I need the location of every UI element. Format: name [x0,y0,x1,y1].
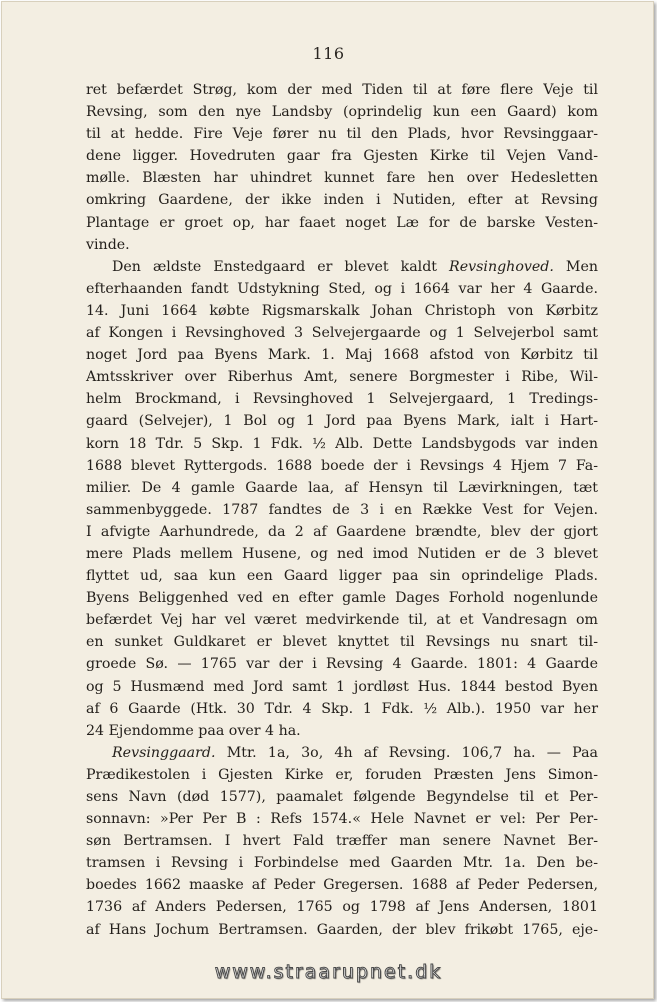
text-line [86,189,598,211]
text-segment: og 5 Husmænd med Jord samt 1 jordløst Hus. 1844 bestod Byen [86,678,598,695]
text-line [86,234,598,256]
text-segment: af 6 Gaarde (Htk. 30 Tdr. 4 Skp. 1 Fdk. ½ Alb.). 1950 var her [86,700,598,717]
text-line [86,167,598,189]
text-line [86,830,598,852]
text-segment: søn Bertramsen. I hvert Fald træffer man senere Navnet Ber- [86,833,598,850]
text-segment: ret befærdet Strøg, kom der med Tiden til at føre flere Veje til [86,82,598,98]
text-line [86,631,598,653]
text-segment: gaard (Selvejer), 1 Bol og 1 Jord paa Byens Mark, ialt i Hart- [86,413,598,430]
text-line [86,698,598,720]
text-segment: 1688 blevet Ryttergods. 1688 boede der i Revsings 4 Hjem 7 Fa- [86,457,598,474]
text-line [86,344,598,366]
text-line [86,565,598,587]
text-segment: Mtr. 1a, 3o, 4h af Revsing. 106,7 ha. — Paa [215,744,598,761]
text-segment: dene ligger. Hovedruten gaar fra Gjesten Kirke til Vejen Vand- [86,148,598,165]
text-line [86,212,598,234]
text-line [86,145,598,167]
text-segment: milier. De 4 gamle Gaarde laa, af Hensyn til Lævirkningen, tæt [86,479,598,496]
text-segment: korn 18 Tdr. 5 Skp. 1 Fdk. ½ Alb. Dette Landsbygods var inden [86,435,598,452]
text-segment: Plantage er groet op, har faaet noget Læ for de barske Vesten- [86,214,598,231]
text-segment: sonnavn: »Per Per B : Refs 1574.« Hele Navnet er vel: Per Per- [86,811,598,828]
text-segment: flyttet ud, saa kun een Gaard ligger paa sin oprindelige Plads. [86,568,598,585]
text-segment: Prædikestolen i Gjesten Kirke er, foruden Præsten Jens Simon- [86,766,598,783]
text-segment: Revsing, som den nye Landsby (oprindelig kun een Gaard) kom [86,104,598,121]
italic-heading: Revsinggaard. [112,744,216,761]
text-segment: sens Navn (død 1577), paamalet følgende Begyndelse til et Per- [86,789,598,805]
text-line [86,896,598,918]
text-line [86,742,598,764]
text-line [86,919,598,941]
text-line [86,653,598,675]
text-segment: vinde. [86,236,130,253]
text-segment: af Hans Jochum Bertramsen. Gaarden, der blev frikøbt 1765, eje- [86,921,598,938]
text-line [86,808,598,830]
text-segment: noget Jord paa Byens Mark. 1. Maj 1668 afstod von Kørbitz til [86,347,598,364]
text-segment: Den ældste Enstedgaard er blevet kaldt [112,258,450,275]
text-line [86,499,598,521]
text-line [86,79,598,101]
text-line [86,101,598,123]
text-line [86,455,598,477]
body-text [86,79,598,941]
text-line [86,609,598,631]
page-number: 116 [312,44,345,63]
text-line [86,123,598,145]
text-line [86,764,598,786]
text-segment: tramsen i Revsing i Forbindelse med Gaarden Mtr. 1a. Den be- [86,855,598,872]
text-line [86,786,598,808]
text-segment: til at hedde. Fire Veje fører nu til den Plads, hvor Revsinggaar- [86,126,598,143]
text-line [86,388,598,410]
text-segment: 14. Juni 1664 købte Rigsmarskalk Johan Christoph von Kørbitz [86,302,598,319]
text-segment: sammenbyggede. 1787 fandtes de 3 i en Række Vest for Vejen. [86,501,598,518]
text-line [86,256,598,278]
italic-heading: Revsinghoved. [449,258,554,275]
text-segment: 24 Ejendomme paa over 4 ha. [86,722,301,739]
text-line [86,477,598,499]
text-segment: helm Brockmand, i Revsinghoved 1 Selvejergaard, 1 Tredings- [86,391,598,408]
text-segment: groede Sø. — 1765 var der i Revsing 4 Gaarde. 1801: 4 Gaarde [86,656,598,673]
text-line [86,852,598,874]
text-segment: Men [553,258,598,275]
text-segment: mølle. Blæsten har uhindret kunnet fare hen over Hedesletten [86,170,598,187]
text-line [86,322,598,344]
text-segment: I afvigte Aarhundrede, da 2 af Gaardene brændte, blev der gjort [86,523,598,540]
watermark: www.straarupnet.dk [214,961,443,983]
text-segment: Byens Beliggenhed ved en efter gamle Dages Forhold nogenlunde [86,590,598,607]
text-line [86,543,598,565]
text-segment: 1736 af Anders Pedersen, 1765 og 1798 af Jens Andersen, 1801 [86,899,598,916]
text-line [86,874,598,896]
text-segment: af Kongen i Revsinghoved 3 Selvejergaarde og 1 Selvejerbol samt [86,325,598,342]
text-segment: omkring Gaardene, der ikke inden i Nutiden, efter at Revsing [86,192,598,209]
text-line [86,278,598,300]
text-segment: efterhaanden fandt Udstykning Sted, og i 1664 var her 4 Gaarde. [86,280,598,297]
text-segment: befærdet Vej har vel været medvirkende til, at et Vandresagn om [86,612,598,629]
text-line [86,676,598,698]
text-line [86,300,598,322]
text-line [86,410,598,432]
text-line [86,433,598,455]
text-segment: mere Plads mellem Husene, og ned imod Nutiden er de 3 blevet [86,545,598,562]
text-segment: en sunket Guldkaret er blevet knyttet til Revsings nu snart til- [86,634,598,651]
text-line [86,587,598,609]
text-segment: Amtsskriver over Riberhus Amt, senere Borgmester i Ribe, Wil- [86,369,598,386]
text-line [86,720,598,742]
text-segment: boedes 1662 maaske af Peder Gregersen. 1688 af Peder Pedersen, [86,877,598,894]
text-line [86,366,598,388]
text-line [86,521,598,543]
